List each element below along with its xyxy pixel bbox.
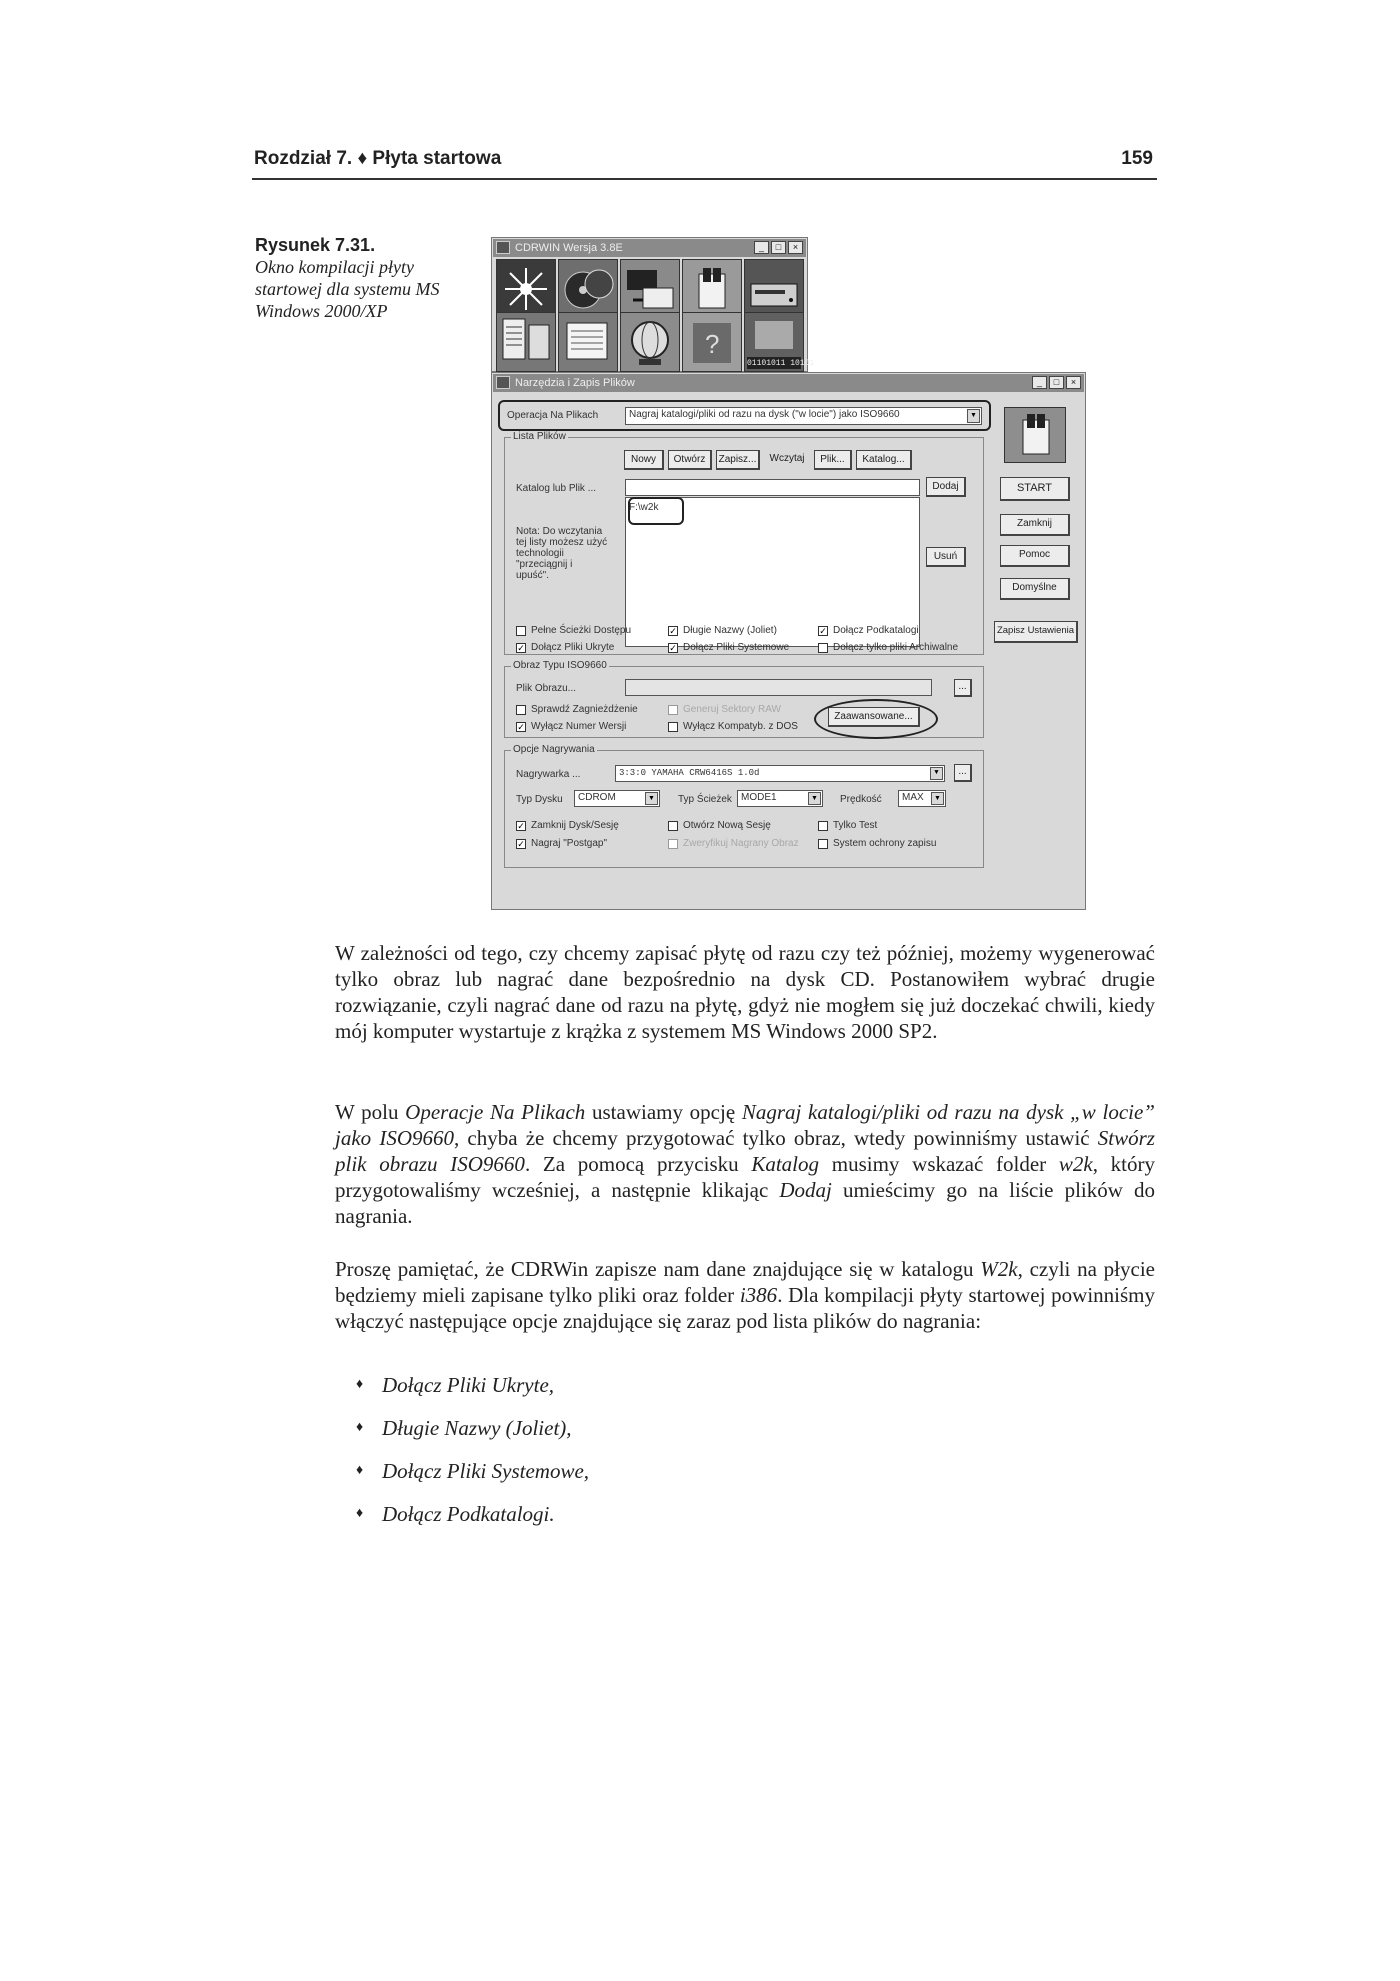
- question-icon[interactable]: [682, 312, 742, 372]
- full-paths-checkbox[interactable]: Pełne Ścieżki Dostępu: [516, 625, 631, 636]
- remove-button[interactable]: Usuń: [926, 547, 966, 567]
- note-line: "przeciągnij i: [516, 559, 573, 570]
- recorder-browse-button[interactable]: ...: [954, 764, 972, 782]
- postgap-checkbox[interactable]: ✓ Nagraj "Postgap": [517, 838, 608, 849]
- check-nesting-checkbox[interactable]: Sprawdź Zagnieżdżenie: [516, 704, 638, 715]
- write-protection-checkbox[interactable]: System ochrony zapisu: [818, 838, 936, 849]
- raw-sectors-checkbox: Generuj Sektory RAW: [668, 704, 781, 715]
- dialog-title-bar: [493, 374, 1084, 392]
- list-item: ♦ Dołącz Podkatalogi.: [356, 1501, 589, 1544]
- image-browse-button[interactable]: ...: [954, 679, 972, 697]
- figure-label: Rysunek 7.31.: [255, 235, 376, 255]
- open-session-checkbox[interactable]: Otwórz Nową Sesję: [668, 820, 771, 831]
- note-line: upuść".: [516, 570, 550, 581]
- close-button[interactable]: ×: [788, 241, 803, 254]
- book-icon[interactable]: [558, 312, 618, 372]
- speed-label: Prędkość: [840, 794, 882, 805]
- verify-image-checkbox: Zweryfikuj Nagrany Obraz: [668, 838, 799, 849]
- cdrwin-title-bar: [493, 239, 806, 257]
- chevron-down-icon[interactable]: ▼: [931, 792, 944, 805]
- list-item: ♦ Dołącz Pliki Systemowe,: [356, 1458, 589, 1501]
- list-item: ♦ Długie Nazwy (Joliet),: [356, 1415, 589, 1458]
- disc-copy-icon[interactable]: [558, 259, 618, 319]
- diamond-bullet-icon: ♦: [356, 1506, 364, 1521]
- include-subfolders-checkbox[interactable]: ✓ Dołącz Podkatalogi: [819, 625, 919, 636]
- cdrwin-app-icon: [496, 241, 510, 254]
- drag-drop-note: [516, 526, 621, 581]
- help-button[interactable]: Pomoc: [1000, 545, 1070, 567]
- start-button[interactable]: START: [1000, 477, 1070, 501]
- maximize-button[interactable]: □: [771, 241, 786, 254]
- recorder-select[interactable]: [615, 765, 945, 782]
- track-type-label: Typ Ścieżek: [678, 794, 732, 805]
- diamond-bullet-icon: ♦: [356, 1463, 364, 1478]
- advanced-button[interactable]: Zaawansowane...: [828, 707, 920, 727]
- image-file-input[interactable]: [625, 679, 932, 696]
- chapter-title: Rozdział 7. ♦ Płyta startowa: [254, 148, 502, 169]
- diamond-bullet-icon: ♦: [356, 1377, 364, 1392]
- new-button[interactable]: Nowy: [624, 450, 664, 470]
- highlight-operation-annotation: [498, 400, 991, 431]
- binary-text: 01101011 10101: [747, 359, 815, 368]
- save-button[interactable]: Zapisz...: [716, 450, 760, 470]
- disc-type-label: Typ Dysku: [516, 794, 563, 805]
- open-button[interactable]: Otwórz: [668, 450, 712, 470]
- include-hidden-checkbox[interactable]: ✓ Dołącz Pliki Ukryte: [517, 642, 615, 653]
- archive-only-checkbox[interactable]: Dołącz tylko pliki Archiwalne: [818, 642, 958, 653]
- page-number: 159: [1121, 148, 1153, 169]
- figure-description: Okno kompilacji płyty startowej dla systemu MS Windows 2000/XP: [255, 257, 440, 321]
- cdrwin-main-window: [491, 237, 815, 372]
- close-dialog-button[interactable]: Zamknij: [1000, 514, 1070, 536]
- svg-text:?: ?: [705, 329, 720, 359]
- dialog-close-button[interactable]: ×: [1066, 376, 1081, 389]
- binary-data-icon[interactable]: [744, 312, 815, 372]
- figure-caption: [255, 234, 455, 322]
- globe-icon[interactable]: [620, 312, 680, 372]
- recorder-value: 3:3:0 YAMAHA CRW6416S 1.0d: [619, 768, 760, 778]
- operation-label: Operacja Na Plikach: [507, 410, 599, 421]
- save-settings-button[interactable]: Zapisz Ustawienia: [994, 621, 1078, 643]
- note-line: Nota: Do wczytania: [516, 526, 603, 537]
- add-button[interactable]: Dodaj: [926, 477, 966, 497]
- list-item: ♦ Dołącz Pliki Ukryte,: [356, 1372, 589, 1415]
- dialog-title: Narzędzia i Zapis Plików: [515, 377, 635, 389]
- include-system-checkbox[interactable]: ✓ Dołącz Pliki Systemowe: [669, 642, 790, 653]
- data-transfer-icon[interactable]: [620, 259, 680, 319]
- operation-value: Nagraj katalogi/pliki od razu na dysk ("w locie") jako ISO9660: [629, 409, 900, 420]
- image-file-label: Plik Obrazu...: [516, 683, 577, 694]
- defaults-button[interactable]: Domyślne: [1000, 578, 1070, 600]
- cd-drive-icon[interactable]: [744, 259, 804, 319]
- chevron-down-icon[interactable]: ▼: [808, 792, 821, 805]
- paragraph-2: W polu Operacje Na Plikach ustawiamy opcję Nagraj katalogi/pliki od razu na dysk „w locie” jako ISO9660, chyba że chcemy przygotować tylko obraz, wtedy powinniśmy ustawić Stwórz plik obrazu ISO9660. Za pomocą przycisku Katalog musimy wskazać folder w2k, który przygotowaliśmy wcześniej, a następnie klikając Dodaj umieścimy go na liście plików do nagrania.: [335, 1100, 1156, 1228]
- paragraph-1: W zależności od tego, czy chcemy zapisać płytę od razu czy też później, możemy wygenerować tylko obraz lub nagrać dane bezpośrednio na dysk CD. Postanowiłem wybrać drugie rozwiązanie, czyli nagrać dane od razu na płytę, gdyż nie mogłem się już doczekać chwili, kiedy mój komputer wystartuje z krążka z systemem MS Windows 2000 SP2.: [335, 941, 1155, 1043]
- file-tools-dialog: [491, 372, 1086, 910]
- burn-hand-icon: [1004, 407, 1066, 463]
- speed-select[interactable]: MAX ▼: [898, 790, 946, 807]
- audio-cd-icon[interactable]: [496, 259, 556, 319]
- long-names-checkbox[interactable]: ✓ Długie Nazwy (Joliet): [669, 625, 777, 636]
- page-header: [252, 148, 1157, 180]
- burn-hand-icon[interactable]: [682, 259, 742, 319]
- options-bullet-list: [356, 1372, 589, 1544]
- paragraph-3: Proszę pamiętać, że CDRWin zapisze nam dane znajdujące się w katalogu W2k, czyli na płycie będziemy mieli zapisane tylko pliki oraz folder i386. Dla kompilacji płyty startowej powinniśmy włączyć następujące opcje znajdujące się zaraz pod lista plików do nagrania:: [335, 1257, 1155, 1333]
- diamond-bullet-icon: ♦: [356, 1420, 364, 1435]
- track-type-select[interactable]: MODE1 ▼: [737, 790, 823, 807]
- chevron-down-icon[interactable]: ▼: [967, 409, 980, 423]
- recorder-label: Nagrywarka ...: [516, 769, 581, 780]
- image-group-title: Obraz Typu ISO9660: [513, 660, 607, 671]
- list-item[interactable]: F:\w2k: [629, 502, 659, 513]
- minimize-button[interactable]: _: [754, 241, 769, 254]
- path-label: Katalog lub Plik ...: [516, 483, 597, 494]
- load-button[interactable]: Wczytaj: [769, 453, 805, 464]
- note-line: tej listy możesz użyć: [516, 537, 608, 548]
- cdrwin-title: CDRWIN Wersja 3.8E: [515, 242, 623, 254]
- disc-type-select[interactable]: CDROM ▼: [574, 790, 660, 807]
- chevron-down-icon[interactable]: ▼: [930, 767, 943, 780]
- disable-dos-compat-checkbox[interactable]: Wyłącz Kompatyb. z DOS: [668, 721, 798, 732]
- folder-button[interactable]: Katalog...: [856, 450, 912, 470]
- test-only-checkbox[interactable]: Tylko Test: [818, 820, 877, 831]
- file-button[interactable]: Plik...: [814, 450, 852, 470]
- note-line: technologii: [516, 548, 564, 559]
- highlight-folder-annotation: [628, 497, 684, 525]
- disable-version-checkbox[interactable]: ✓ Wyłącz Numer Wersji: [517, 721, 627, 732]
- burn-options-title: Opcje Nagrywania: [513, 744, 595, 755]
- close-disc-checkbox[interactable]: ✓ Zamknij Dysk/Sesję: [517, 820, 619, 831]
- dialog-app-icon: [496, 376, 510, 389]
- dialog-minimize-button[interactable]: _: [1032, 376, 1047, 389]
- file-list-title: Lista Plików: [513, 431, 566, 442]
- file-list-icon[interactable]: [496, 312, 556, 372]
- dialog-maximize-button[interactable]: □: [1049, 376, 1064, 389]
- highlight-advanced-annotation: [814, 699, 938, 739]
- path-input[interactable]: [625, 479, 920, 496]
- chevron-down-icon[interactable]: ▼: [645, 792, 658, 805]
